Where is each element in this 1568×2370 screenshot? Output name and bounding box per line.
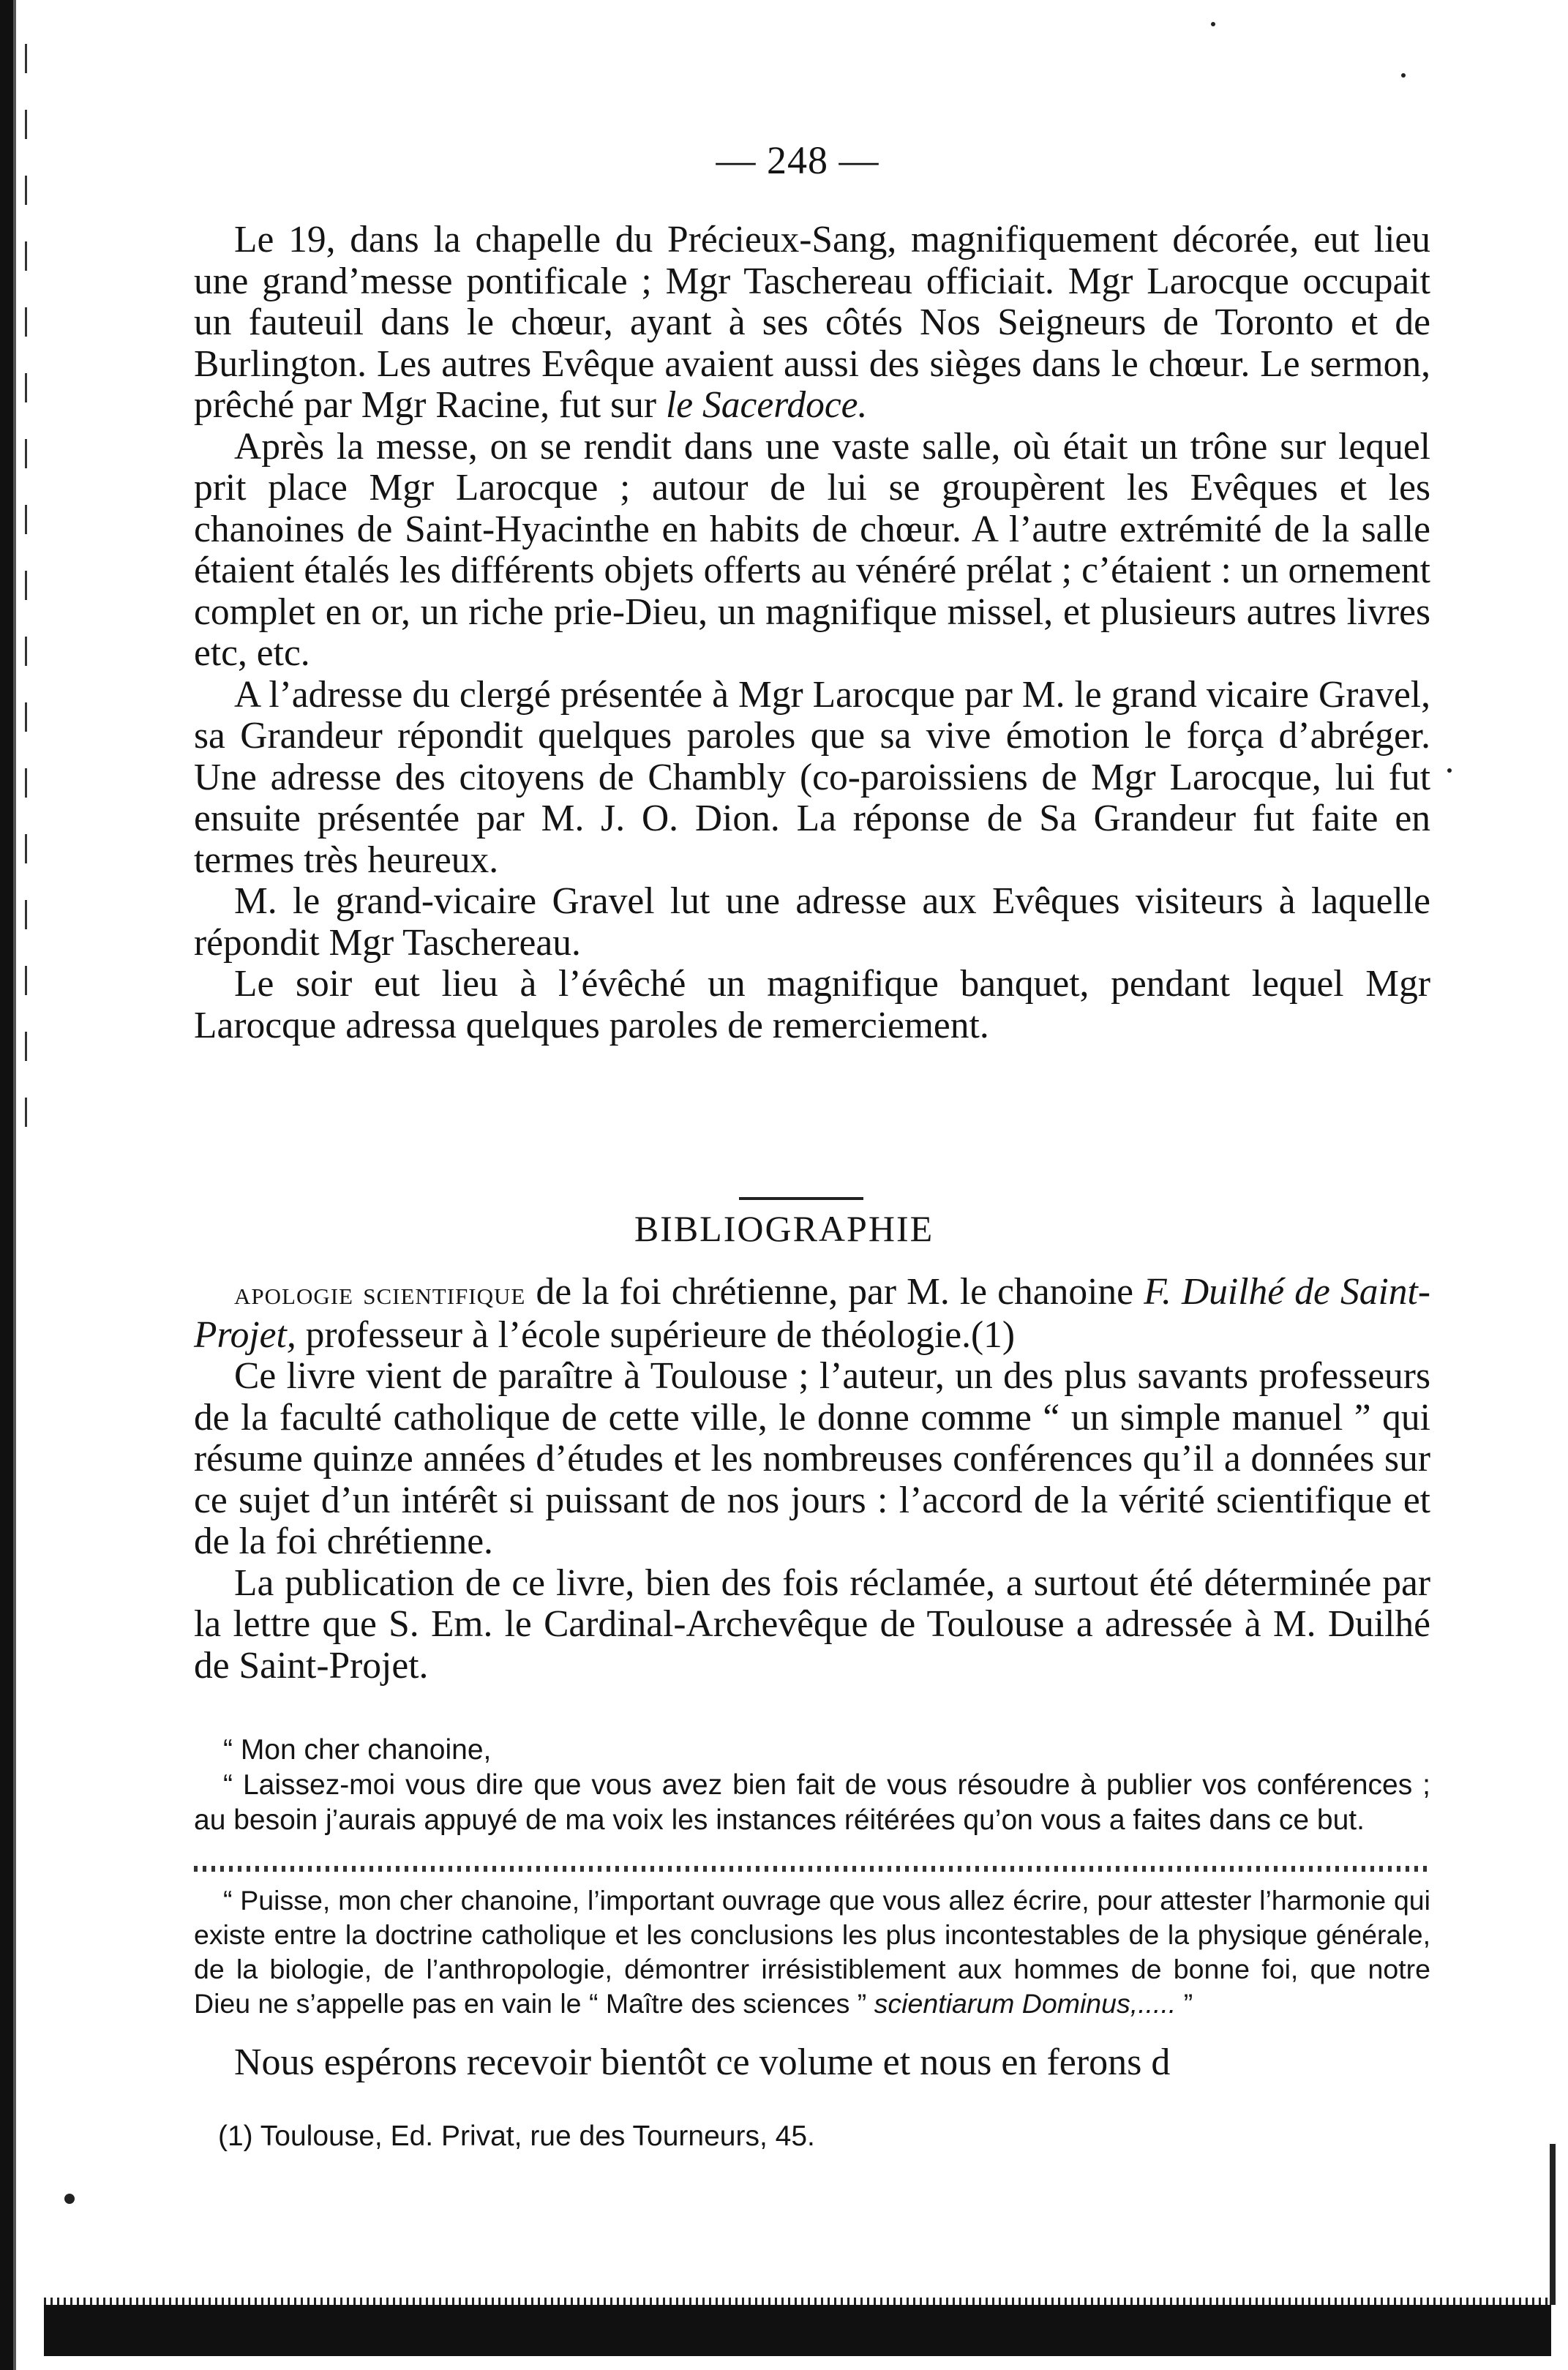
latin-phrase: scientiarum Dominus,..... [874,1988,1177,2019]
paragraph: Le 19, dans la chapelle du Précieux-Sang, magnifiquement décorée, eut lieu une grand’messe pontificale ; Mgr Taschereau officiait. Mgr Larocque occupait un fauteuil dans le chœur, ayant à ses côtés Nos Seigneurs de Toronto et de Burlington. Les autres Evêque avaient aussi des sièges dans le chœur. Le sermon, prêché par Mgr Racine, fut sur le Sacerdoce. [194,219,1430,426]
scan-left-border [0,0,20,2370]
letter-salutation: “ Mon cher chanoine, [223,1734,492,1766]
letter-quote [194,1733,1430,1838]
letter-line: “ Laissez-moi vous dire que vous avez bien fait de vous résoudre à publier vos conférences ; au besoin j’aurais appuyé de ma voix les instances réitérées qu’on vous a faites dans ce but. [194,1769,1430,1836]
page-number: — 248 — [716,138,879,182]
scan-speck [64,2194,75,2204]
closing-line: Nous espérons recevoir bientôt ce volume et nous en ferons d [234,2041,1171,2083]
paragraph: Après la messe, on se rendit dans une vaste salle, où était un trône sur lequel prit place Mgr Larocque ; autour de lui se groupèrent les Evêques et les chanoines de Saint-Hyacinthe en habits de chœur. A l’autre extrémité de la salle étaient étalés les différents objets offerts au vénéré prélat ; c’étaient : un ornement complet en or, un riche prie-Dieu, un magnifique missel, et plusieurs autres livres etc, etc. [194,425,1430,674]
letter-line: “ Puisse, mon cher chanoine, l’important ouvrage que vous allez écrire, pour attester l’harmonie qui existe entre la doctrine catholique et les conclusions les plus incontestables de la physique générale, de la biologie, de l’anthropologie, démontrer irrésistiblement aux hommes de bonne foi, que notre Dieu ne s’appelle pas en vain le “ Maître des sciences ” scientiarum Dominus,..... ” [194,1885,1430,2019]
letter-quote-continued [194,1883,1430,2021]
event-report [194,220,1430,1046]
book-citation: apologie scientifique de la foi chrétienne, par M. le chanoine F. Duilhé de Saint-Projet, professeur à l’école supérieure de théologie.(1) [194,1271,1431,1356]
bibliography-section [194,1272,1430,1687]
scan-right-edge-mark [1550,2144,1556,2305]
paragraph: A l’adresse du clergé présentée à Mgr Larocque par M. le grand vicaire Gravel, sa Grandeur répondit quelques paroles que sa vive émotion le força d’abréger. Une adresse des citoyens de Chambly (co-paroissiens de Mgr Larocque, lui fut ensuite présentée par M. J. O. Dion. La réponse de Sa Grandeur fut faite en termes très heureux. [194,673,1430,881]
section-divider [739,1197,863,1200]
paragraph: M. le grand-vicaire Gravel lut une adresse aux Evêques visiteurs à laquelle répondit Mgr Taschereau. [194,880,1430,964]
scan-bottom-border [44,2305,1551,2356]
scan-speck [1401,73,1406,78]
paragraph: La publication de ce livre, bien des fois réclamée, a surtout été déterminée par la lettre que S. Em. le Cardinal-Archevêque de Toulouse a adressée à M. Duilhé de Saint-Projet. [194,1561,1430,1687]
scan-speck [1211,22,1215,26]
ellipsis-rule [194,1866,1430,1872]
sermon-topic: le Sacerdoce. [665,384,868,426]
book-title: apologie scientifique [234,1275,526,1311]
section-title: BIBLIOGRAPHIE [634,1208,934,1249]
paragraph: Ce livre vient de paraître à Toulouse ; l’auteur, un des plus savants professeurs de la faculté catholique de cette ville, le donne comme “ un simple manuel ” qui résume quinze années d’études et les nombreuses conférences qu’il a données sur ce sujet d’un intérêt si puissant de nos jours : l’accord de la vérité scientifique et de la foi chrétienne. [194,1355,1430,1562]
scan-bottom-fringe [44,2298,1551,2305]
scan-left-edge-marks [25,44,27,1141]
paragraph: Le soir eut lieu à l’évêché un magnifique banquet, pendant lequel Mgr Larocque adressa quelques paroles de remerciement. [194,963,1430,1046]
book-author: F. Duilhé de Saint-Projet, [194,1271,1431,1356]
footnote: (1) Toulouse, Ed. Privat, rue des Tourneurs, 45. [218,2120,815,2152]
scan-speck [1447,768,1452,773]
